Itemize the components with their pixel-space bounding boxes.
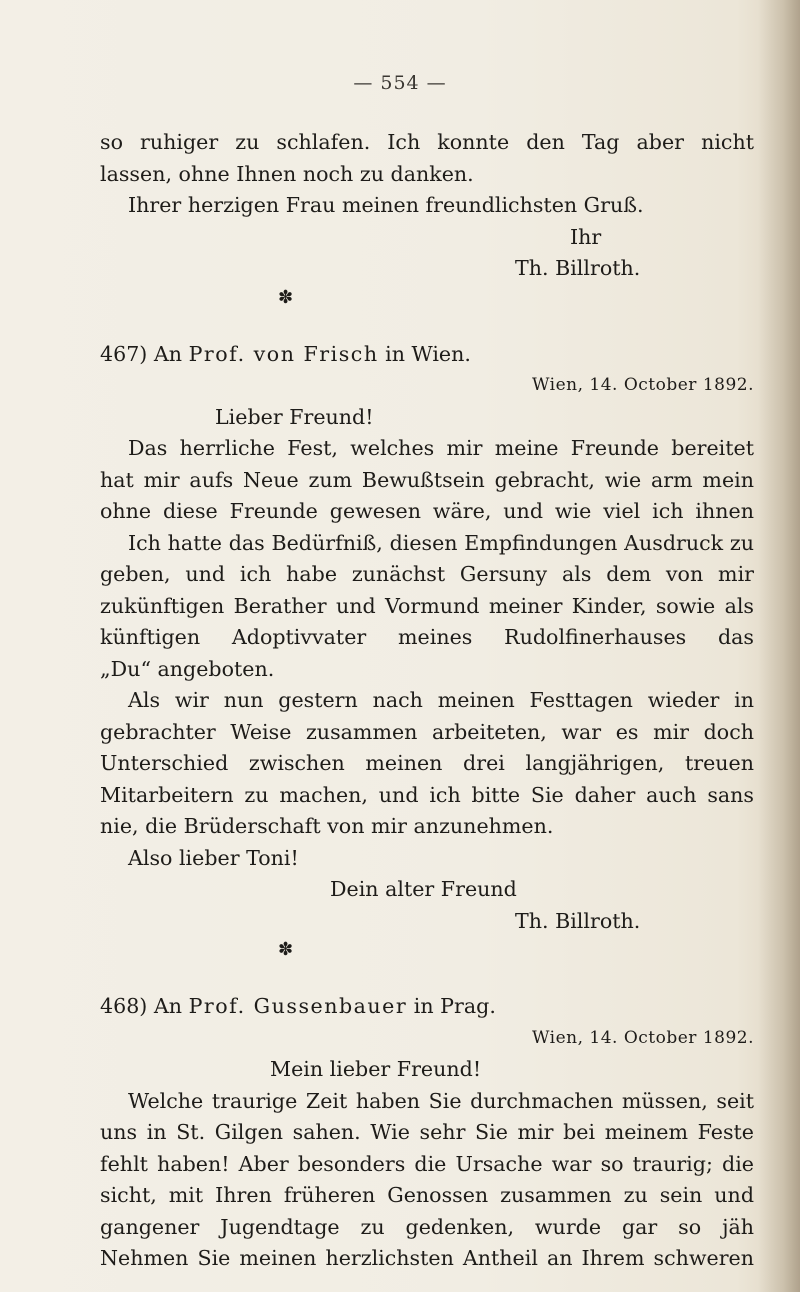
text-line: Welche traurige Zeit haben Sie durchmachen müssen, seit <box>128 1088 754 1113</box>
recipient: Prof. Gussenbauer <box>188 994 408 1018</box>
letter-number: 468) <box>100 994 148 1018</box>
salutation: Lieber Freund! <box>215 404 374 429</box>
salutation: Mein lieber Freund! <box>270 1057 482 1081</box>
dateline: Wien, 14. October 1892. <box>531 375 754 395</box>
text-line: gebrachter Weise zusammen arbeiteten, war es mir doch <box>100 719 754 744</box>
text-line: uns in St. Gilgen sahen. Wie sehr Sie mir bei meinem Feste <box>100 1120 754 1144</box>
recipient: Prof. von Frisch <box>188 341 379 366</box>
text-line: Unterschied zwischen meinen drei langjährigen, treuen <box>100 751 754 775</box>
text-line: ohne diese Freunde gewesen wäre, und wie viel ich ihnen <box>100 499 754 523</box>
text-line: „Du“ angeboten. <box>100 656 275 681</box>
text-line: fehlt haben! Aber besonders die Ursache war so traurig; die <box>100 1151 754 1176</box>
text-line: zukünftigen Berather und Vormund meiner Kinder, sowie als <box>100 593 754 618</box>
text-line: sicht, mit Ihren früheren Genossen zusammen zu sein und <box>100 1183 754 1207</box>
dateline: Wien, 14. October 1892. <box>531 1027 754 1048</box>
text-line: Also lieber Toni! <box>128 845 299 870</box>
text-line: Das herrliche Fest, welches mir meine Freunde bereitet <box>128 436 754 460</box>
separator-ornament: ✽ <box>278 939 294 960</box>
closing-line: Ihr <box>570 224 602 249</box>
letter-heading <box>100 991 754 1023</box>
heading-to: An <box>153 994 183 1018</box>
text-line: lassen, ohne Ihnen noch zu danken. <box>100 161 474 186</box>
text-line: so ruhiger zu schlafen. Ich konnte den Tag aber nicht <box>100 130 754 154</box>
text-line: Als wir nun gestern nach meinen Festtagen wieder in <box>128 688 754 712</box>
letter-heading <box>100 339 754 371</box>
text-line: geben, und ich habe zunächst Gersuny als dem von mir <box>100 562 754 586</box>
text-line: Nehmen Sie meinen herzlichsten Antheil an Ihrem schweren <box>100 1246 754 1270</box>
page-edge-shadow <box>758 0 800 1292</box>
separator-ornament: ✽ <box>278 286 294 308</box>
page-text <box>100 127 754 1275</box>
text-line: Mitarbeitern zu machen, und ich bitte Sie daher auch sans <box>100 782 754 807</box>
place: in Wien. <box>385 341 471 366</box>
signature: Th. Billroth. <box>515 256 641 280</box>
heading-to: An <box>153 341 183 366</box>
text-line: Ich hatte das Bedürfniß, diesen Empfindungen Ausdruck zu <box>128 530 754 555</box>
signature: Th. Billroth. <box>515 908 641 933</box>
text-line: nie, die Brüderschaft von mir anzunehmen. <box>100 814 554 838</box>
place: in Prag. <box>413 994 496 1018</box>
text-line: künftigen Adoptivvater meines Rudolfinerhauses das <box>100 625 754 649</box>
page-number: — 554 — <box>353 72 447 94</box>
letter-number: 467) <box>100 341 148 366</box>
text-line: gangener Jugendtage zu gedenken, wurde gar so jäh <box>100 1214 754 1239</box>
closing-line: Dein alter Freund <box>330 877 517 901</box>
greeting-line: Ihrer herzigen Frau meinen freundlichsten Gruß. <box>128 193 644 217</box>
text-line: hat mir aufs Neue zum Bewußtsein gebracht, wie arm mein <box>100 467 754 492</box>
